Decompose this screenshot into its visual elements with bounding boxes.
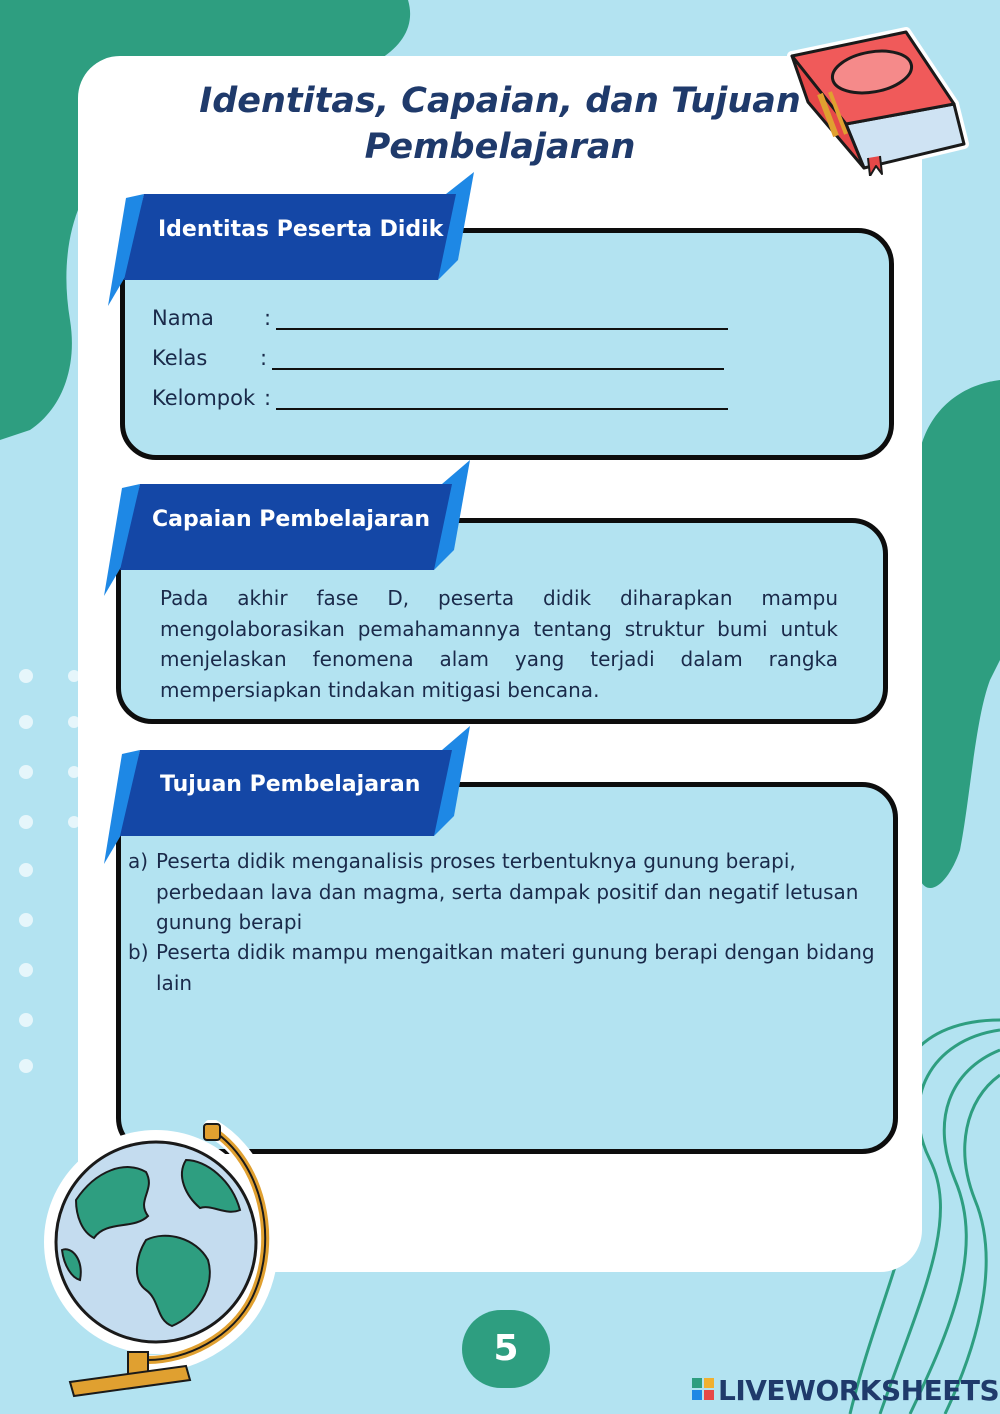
liveworksheets-brand [690,1374,999,1407]
field-row-kelas [152,346,752,374]
objective-item-b [128,937,888,999]
brand-text: LIVEWORKSHEETS [718,1374,1000,1407]
field-row-nama [152,306,752,334]
field-input-kelompok[interactable] [276,408,728,410]
dots-decoration [19,669,80,1073]
field-colon: : [264,306,272,330]
field-colon: : [260,346,268,370]
field-label-kelas: Kelas [152,346,208,370]
book-icon [786,26,972,176]
page-title-line1: Identitas, Capaian, dan Tujuan [199,81,801,121]
globe-icon [36,1120,286,1400]
objectives-heading: Tujuan Pembelajaran [160,772,421,797]
achievement-heading: Capaian Pembelajaran [152,507,431,532]
achievement-text: Pada akhir fase D, peserta didik diharapkan mampu mengolaborasikan pemahamannya tentang struktur bumi untuk menjelaskan fenomena alam yang terjadi dalam rangka mempersiapkan tindakan mitigasi bencana. [160,586,838,702]
page-title [150,78,850,170]
objective-text: Peserta didik menganalisis proses terbentuknya gunung berapi, perbedaan lava dan magma, serta dampak positif dan negatif letusan gunung berapi [156,849,859,934]
field-colon: : [264,386,272,410]
field-row-kelompok [152,386,752,414]
objective-marker: b) [128,940,149,964]
green-blob-right [920,380,1000,888]
page-title-line2: Pembelajaran [364,127,636,167]
objective-item-a [128,846,888,938]
identity-heading: Identitas Peserta Didik [158,217,444,242]
objective-marker: a) [128,849,149,873]
field-label-kelompok: Kelompok [152,386,256,410]
page-number: 5 [462,1310,550,1388]
field-input-nama[interactable] [276,328,728,330]
field-label-nama: Nama [152,306,214,330]
objective-text: Peserta didik mampu mengaitkan materi gunung berapi dengan bidang lain [156,940,875,995]
field-input-kelas[interactable] [272,368,724,370]
